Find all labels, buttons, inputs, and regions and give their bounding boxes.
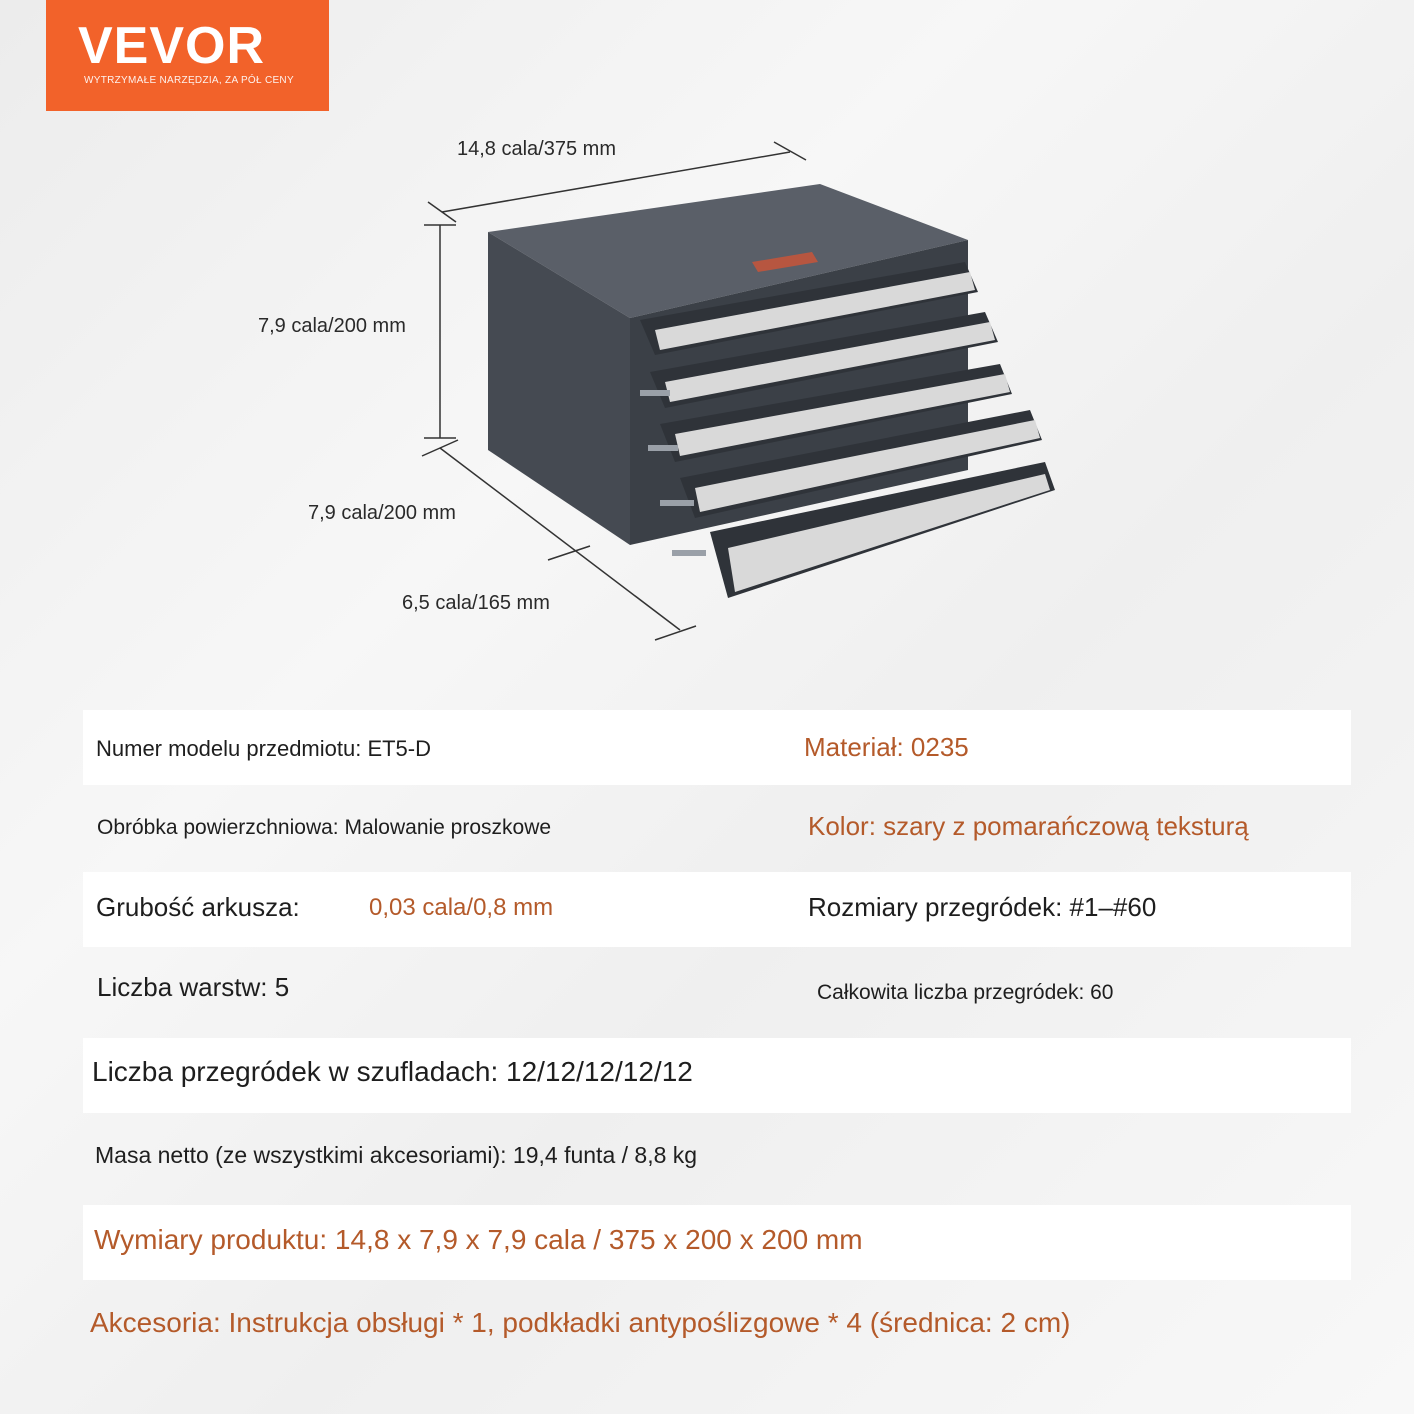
spec-compartments-per-drawer: Liczba przegródek w szufladach: 12/12/12/12/12 bbox=[92, 1056, 693, 1087]
spec-total-compartments: Całkowita liczba przegródek: 60 bbox=[817, 981, 1114, 1004]
spec-dimensions: Wymiary produktu: 14,8 x 7,9 x 7,9 cala / 375 x 200 x 200 mm bbox=[94, 1224, 863, 1255]
spec-material: Materiał: 0235 bbox=[804, 732, 969, 762]
brand-name: VEVOR bbox=[78, 17, 266, 75]
product-illustration bbox=[0, 0, 1414, 700]
spec-accessories: Akcesoria: Instrukcja obsługi * 1, podkładki antypoślizgowe * 4 (średnica: 2 cm) bbox=[90, 1307, 1071, 1338]
dimension-length: 14,8 cala/375 mm bbox=[457, 138, 616, 160]
brand-tagline: WYTRZYMAŁE NARZĘDZIA, ZA PÓŁ CENY bbox=[84, 75, 294, 86]
spec-thickness-value: 0,03 cala/0,8 mm bbox=[369, 894, 554, 921]
dimension-drawer-extension: 6,5 cala/165 mm bbox=[402, 592, 550, 614]
spec-compartment-sizes: Rozmiary przegródek: #1–#60 bbox=[808, 892, 1157, 922]
spec-model: Numer modelu przedmiotu: ET5-D bbox=[96, 736, 432, 761]
spec-surface: Obróbka powierzchniowa: Malowanie proszkowe bbox=[97, 816, 552, 839]
dimension-height: 7,9 cala/200 mm bbox=[258, 315, 406, 337]
dimension-depth: 7,9 cala/200 mm bbox=[308, 502, 456, 524]
spec-net-weight: Masa netto (ze wszystkimi akcesoriami): 19,4 funta / 8,8 kg bbox=[95, 1142, 698, 1168]
spec-thickness-label: Grubość arkusza: bbox=[96, 892, 300, 922]
spec-color: Kolor: szary z pomarańczową teksturą bbox=[808, 811, 1249, 841]
spec-layers: Liczba warstw: 5 bbox=[97, 972, 290, 1002]
